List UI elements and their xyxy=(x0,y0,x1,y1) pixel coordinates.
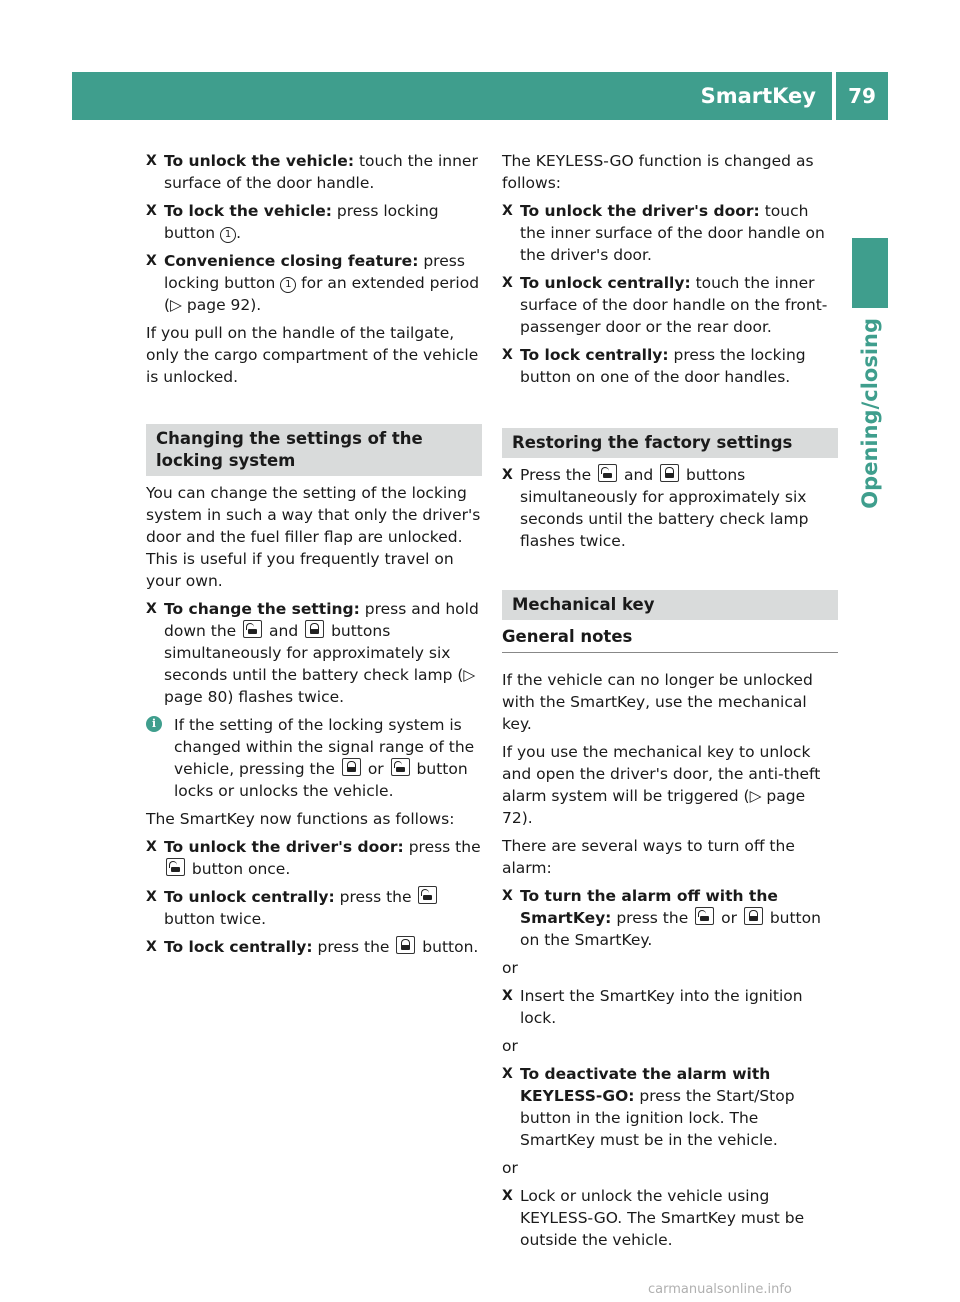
side-tab-marker xyxy=(852,238,888,308)
step-lock-centrally: X To lock centrally: press the button. xyxy=(146,938,479,956)
side-tab-label: Opening/closing xyxy=(858,318,882,509)
mechanical-key-note-2: If you use the mechanical key to unlock and open the driver's door, the anti-theft alarm system will be triggered (▷ page 72). xyxy=(502,743,821,827)
subheading-general-notes: General notes xyxy=(502,626,838,653)
unlock-button-icon xyxy=(598,464,617,482)
step-keyless-unlock-centrally: X To unlock centrally: touch the inner surface of the door handle on the front-passenger door or the rear door. xyxy=(502,274,828,336)
step-lock-unlock-keyless: X Lock or unlock the vehicle using KEYLESS-GO. The SmartKey must be outside the vehicle. xyxy=(502,1187,805,1249)
page-number: 79 xyxy=(836,72,888,120)
step-marker-icon: X xyxy=(502,1066,513,1082)
step-marker-icon: X xyxy=(502,347,513,363)
step-keyless-unlock-drivers-door: X To unlock the driver's door: touch the inner surface of the door handle on the driver's door. xyxy=(502,202,825,264)
header-title: SmartKey xyxy=(700,84,816,108)
lock-button-icon xyxy=(396,936,415,954)
header-bar xyxy=(72,72,832,120)
right-column xyxy=(502,150,838,1257)
step-unlock-vehicle: X To unlock the vehicle: touch the inner surface of the door handle. xyxy=(146,152,478,192)
section-heading-locking-settings: Changing the settings of the locking system xyxy=(146,424,482,476)
step-lock-vehicle: X To lock the vehicle: press locking button 1 . xyxy=(146,202,439,242)
step-insert-smartkey: X Insert the SmartKey into the ignition lock. xyxy=(502,987,803,1027)
locking-button-number: 1 xyxy=(220,227,236,243)
step-marker-icon: X xyxy=(146,601,157,617)
step-marker-icon: X xyxy=(146,253,157,269)
step-marker-icon: X xyxy=(502,275,513,291)
locking-settings-intro: You can change the setting of the locking system in such a way that only the driver's door and the fuel filler flap are unlocked. This is useful if you frequently travel on your own. xyxy=(146,484,481,590)
unlock-button-icon xyxy=(391,758,410,776)
keyless-intro: The KEYLESS-GO function is changed as follows: xyxy=(502,152,814,192)
step-marker-icon: X xyxy=(502,467,513,483)
watermark: carmanualsonline.info xyxy=(648,1282,792,1297)
step-unlock-centrally: X To unlock centrally: press the button twice. xyxy=(146,886,482,930)
step-marker-icon: X xyxy=(146,153,157,169)
step-restore-factory: X Press the and buttons simultaneously for approximately six seconds until the battery check lamp flashes twice. xyxy=(502,466,809,550)
lock-button-icon xyxy=(744,907,763,925)
unlock-button-icon xyxy=(243,620,262,638)
step-marker-icon: X xyxy=(146,939,157,955)
unlock-button-icon xyxy=(418,886,437,904)
section-heading-mechanical-key: Mechanical key xyxy=(502,590,838,620)
locking-button-number: 1 xyxy=(280,277,296,293)
step-marker-icon: X xyxy=(502,1188,513,1204)
step-keyless-lock-centrally: X To lock centrally: press the locking button on one of the door handles. xyxy=(502,346,806,386)
step-marker-icon: X xyxy=(502,888,513,904)
left-column xyxy=(146,150,482,964)
or-separator: or xyxy=(502,1159,518,1177)
step-marker-icon: X xyxy=(146,839,157,855)
step-alarm-off-smartkey: X To turn the alarm off with the SmartKey: press the or button on the SmartKey. xyxy=(502,887,821,949)
step-marker-icon: X xyxy=(502,988,513,1004)
step-marker-icon: X xyxy=(146,889,157,905)
lock-button-icon xyxy=(660,464,679,482)
or-separator: or xyxy=(502,1037,518,1055)
step-convenience-closing: X Convenience closing feature: press locking button 1 for an extended period (▷ page 92). xyxy=(146,252,480,314)
step-deactivate-keyless: X To deactivate the alarm with KEYLESS-GO: press the Start/Stop button in the ignition lock. The SmartKey must be in the vehicle. xyxy=(502,1065,795,1149)
or-separator: or xyxy=(502,959,518,977)
mechanical-key-note-1: If the vehicle can no longer be unlocked with the SmartKey, use the mechanical key. xyxy=(502,671,813,733)
step-marker-icon: X xyxy=(146,203,157,219)
mechanical-key-note-3: There are several ways to turn off the alarm: xyxy=(502,837,795,877)
section-heading-factory-settings: Restoring the factory settings xyxy=(502,428,838,458)
unlock-button-icon xyxy=(695,907,714,925)
lock-button-icon xyxy=(342,758,361,776)
info-note: i If the setting of the locking system is changed within the signal range of the vehicle, pressing the or button locks or unlocks the vehicle. xyxy=(146,714,482,802)
step-change-setting: X To change the setting: press and hold down the and buttons simultaneously for approximately six seconds until the battery check lamp (▷ page 80) flashes twice. xyxy=(146,600,479,706)
step-unlock-drivers-door: X To unlock the driver's door: press the button once. xyxy=(146,838,481,878)
functions-intro: The SmartKey now functions as follows: xyxy=(146,810,455,828)
step-marker-icon: X xyxy=(502,203,513,219)
info-icon: i xyxy=(146,716,162,732)
tailgate-note: If you pull on the handle of the tailgate, only the cargo compartment of the vehicle is unlocked. xyxy=(146,324,479,386)
unlock-button-icon xyxy=(166,858,185,876)
lock-button-icon xyxy=(305,620,324,638)
